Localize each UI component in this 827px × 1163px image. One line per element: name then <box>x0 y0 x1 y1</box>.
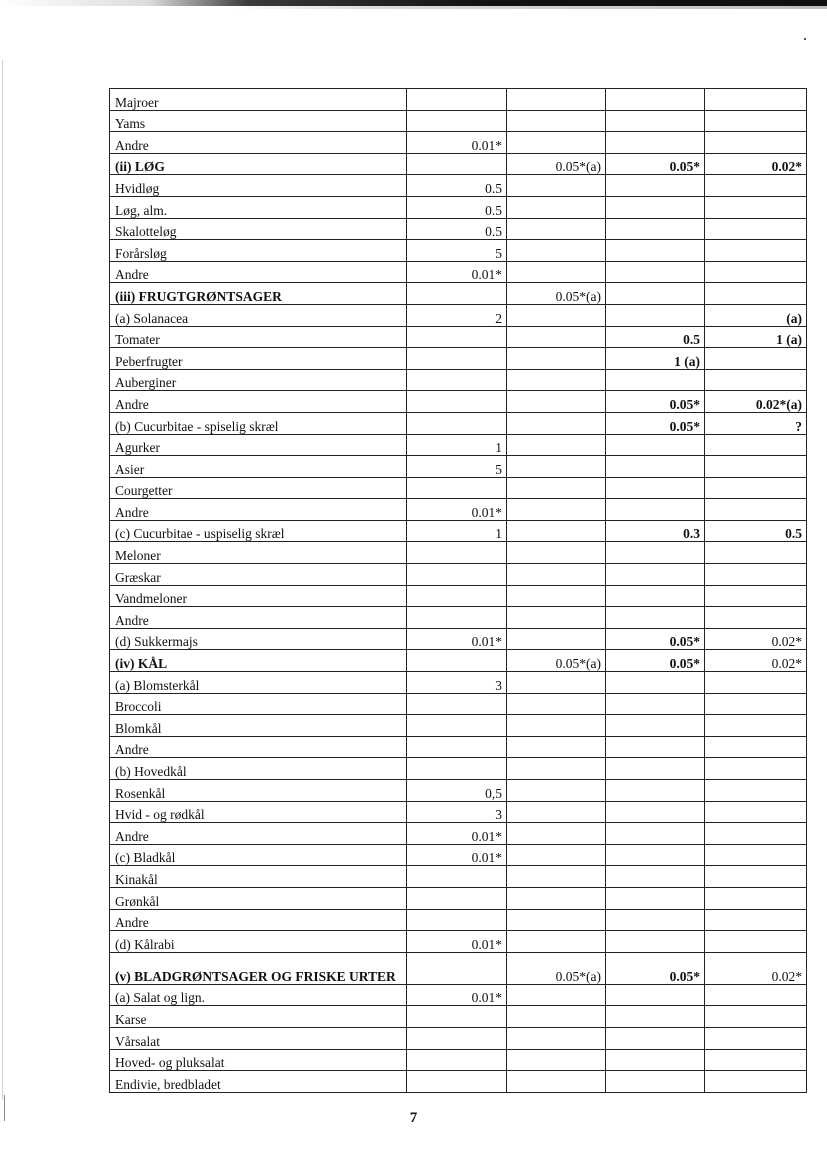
limit-value-cell-1 <box>407 585 507 607</box>
scan-margin-line <box>2 60 3 1100</box>
limit-value-cell-3 <box>606 984 705 1006</box>
limit-value-cell-2 <box>507 1071 606 1093</box>
limit-value-cell-1 <box>407 1049 507 1071</box>
limit-value-cell-3 <box>606 1006 705 1028</box>
limit-value-cell-4 <box>705 434 807 456</box>
limit-value-cell-1 <box>407 715 507 737</box>
limit-value-cell-1: 0.5 <box>407 196 507 218</box>
limit-value-cell-2 <box>507 412 606 434</box>
product-name-cell: Endivie, bredbladet <box>110 1071 407 1093</box>
limit-value-cell-1 <box>407 89 507 111</box>
limit-value-cell-2: 0.05*(a) <box>507 153 606 175</box>
limit-value-cell-2 <box>507 89 606 111</box>
limit-value-cell-1: 3 <box>407 672 507 694</box>
limit-value-cell-3 <box>606 844 705 866</box>
limit-value-cell-3 <box>606 672 705 694</box>
limit-value-cell-1 <box>407 542 507 564</box>
limit-value-cell-3 <box>606 89 705 111</box>
table-row <box>110 887 807 909</box>
limit-value-cell-4 <box>705 801 807 823</box>
limit-value-cell-3: 0.05* <box>606 391 705 413</box>
limit-value-cell-4 <box>705 369 807 391</box>
product-name-cell: Andre <box>110 391 407 413</box>
limit-value-cell-1: 5 <box>407 456 507 478</box>
product-name-cell: (b) Hovedkål <box>110 758 407 780</box>
table-row <box>110 736 807 758</box>
limit-value-cell-4 <box>705 1006 807 1028</box>
table-row <box>110 866 807 888</box>
table-group-row <box>110 283 807 305</box>
limit-value-cell-3 <box>606 132 705 154</box>
limit-value-cell-2 <box>507 175 606 197</box>
limit-value-cell-4 <box>705 887 807 909</box>
limit-value-cell-2 <box>507 218 606 240</box>
limit-value-cell-4 <box>705 758 807 780</box>
limit-value-cell-1 <box>407 887 507 909</box>
product-name-cell: (b) Cucurbitae - spiselig skræl <box>110 412 407 434</box>
table-row <box>110 196 807 218</box>
limit-value-cell-4 <box>705 110 807 132</box>
limit-value-cell-4 <box>705 1049 807 1071</box>
limit-value-cell-2 <box>507 542 606 564</box>
limit-value-cell-3: 0.05* <box>606 628 705 650</box>
product-name-cell: (ii) LØG <box>110 153 407 175</box>
limit-value-cell-3 <box>606 261 705 283</box>
limit-value-cell-1 <box>407 477 507 499</box>
limit-value-cell-4 <box>705 984 807 1006</box>
limit-value-cell-2 <box>507 866 606 888</box>
limit-value-cell-1 <box>407 1027 507 1049</box>
limit-value-cell-2 <box>507 1006 606 1028</box>
limit-value-cell-4: 0.02*(a) <box>705 391 807 413</box>
scan-speck <box>804 38 806 40</box>
product-name-cell: Andre <box>110 499 407 521</box>
table-row <box>110 261 807 283</box>
limit-value-cell-4 <box>705 261 807 283</box>
table-row <box>110 304 807 326</box>
table-row <box>110 412 807 434</box>
product-name-cell: Forårsløg <box>110 240 407 262</box>
limit-value-cell-2 <box>507 196 606 218</box>
limit-value-cell-2 <box>507 520 606 542</box>
table-row <box>110 758 807 780</box>
product-name-cell: (c) Bladkål <box>110 844 407 866</box>
table-row <box>110 240 807 262</box>
limit-value-cell-3 <box>606 1049 705 1071</box>
limit-value-cell-1: 5 <box>407 240 507 262</box>
limit-value-cell-1: 0.01* <box>407 844 507 866</box>
limit-value-cell-1 <box>407 412 507 434</box>
product-name-cell: Andre <box>110 607 407 629</box>
product-name-cell: (d) Kålrabi <box>110 931 407 953</box>
limit-value-cell-1 <box>407 1006 507 1028</box>
limit-value-cell-3 <box>606 304 705 326</box>
limit-value-cell-1: 0,5 <box>407 780 507 802</box>
limit-value-cell-1: 0.01* <box>407 823 507 845</box>
product-name-cell: Hoved- og pluksalat <box>110 1049 407 1071</box>
table-row <box>110 1006 807 1028</box>
limit-value-cell-3 <box>606 736 705 758</box>
product-name-cell: (iv) KÅL <box>110 650 407 672</box>
limit-value-cell-3 <box>606 931 705 953</box>
limit-value-cell-1: 0.5 <box>407 175 507 197</box>
table-row <box>110 931 807 953</box>
limit-value-cell-3 <box>606 887 705 909</box>
table-row <box>110 369 807 391</box>
limit-value-cell-2 <box>507 456 606 478</box>
product-name-cell: Andre <box>110 132 407 154</box>
scan-edge-fade <box>0 6 827 9</box>
limit-value-cell-1 <box>407 110 507 132</box>
limit-value-cell-3 <box>606 607 705 629</box>
table-row <box>110 607 807 629</box>
product-name-cell: Andre <box>110 261 407 283</box>
limit-value-cell-1: 0.01* <box>407 984 507 1006</box>
limit-value-cell-4 <box>705 693 807 715</box>
table-row <box>110 542 807 564</box>
limit-value-cell-2 <box>507 477 606 499</box>
limit-value-cell-3 <box>606 542 705 564</box>
limit-value-cell-2: 0.05*(a) <box>507 283 606 305</box>
limit-value-cell-4 <box>705 715 807 737</box>
product-name-cell: Majroer <box>110 89 407 111</box>
limit-value-cell-4 <box>705 218 807 240</box>
table-row <box>110 348 807 370</box>
product-name-cell: Hvid - og rødkål <box>110 801 407 823</box>
limit-value-cell-1: 1 <box>407 520 507 542</box>
product-name-cell: (d) Sukkermajs <box>110 628 407 650</box>
limit-value-cell-2 <box>507 391 606 413</box>
limit-value-cell-4 <box>705 283 807 305</box>
limit-value-cell-4 <box>705 585 807 607</box>
limit-value-cell-1 <box>407 909 507 931</box>
limit-value-cell-3 <box>606 715 705 737</box>
limit-value-cell-2 <box>507 434 606 456</box>
limit-value-cell-4 <box>705 348 807 370</box>
limit-value-cell-4 <box>705 477 807 499</box>
limit-value-cell-1: 2 <box>407 304 507 326</box>
limit-value-cell-3 <box>606 110 705 132</box>
limit-value-cell-3 <box>606 564 705 586</box>
limit-value-cell-4 <box>705 736 807 758</box>
product-name-cell: (v) BLADGRØNTSAGER OG FRISKE URTER <box>110 952 407 984</box>
product-name-cell: (iii) FRUGTGRØNTSAGER <box>110 283 407 305</box>
limit-value-cell-3: 0.05* <box>606 153 705 175</box>
limit-value-cell-2 <box>507 887 606 909</box>
table-row <box>110 693 807 715</box>
limit-value-cell-2 <box>507 240 606 262</box>
product-name-cell: Kinakål <box>110 866 407 888</box>
limit-value-cell-2 <box>507 585 606 607</box>
limit-value-cell-1 <box>407 607 507 629</box>
table-row <box>110 844 807 866</box>
limit-value-cell-4 <box>705 607 807 629</box>
limit-value-cell-2 <box>507 736 606 758</box>
limit-value-cell-2 <box>507 909 606 931</box>
limit-value-cell-4 <box>705 1071 807 1093</box>
table-row <box>110 520 807 542</box>
product-name-cell: Auberginer <box>110 369 407 391</box>
limit-value-cell-4 <box>705 1027 807 1049</box>
product-name-cell: Rosenkål <box>110 780 407 802</box>
limit-value-cell-2 <box>507 261 606 283</box>
product-name-cell: (a) Salat og lign. <box>110 984 407 1006</box>
limit-value-cell-1 <box>407 1071 507 1093</box>
limit-value-cell-3 <box>606 823 705 845</box>
limit-value-cell-2: 0.05*(a) <box>507 650 606 672</box>
limit-value-cell-2 <box>507 628 606 650</box>
table-row <box>110 175 807 197</box>
limit-value-cell-1 <box>407 866 507 888</box>
limit-value-cell-4: 0.5 <box>705 520 807 542</box>
product-name-cell: Agurker <box>110 434 407 456</box>
table-row <box>110 110 807 132</box>
table-group-row <box>110 153 807 175</box>
product-name-cell: Skalotteløg <box>110 218 407 240</box>
product-name-cell: Blomkål <box>110 715 407 737</box>
limit-value-cell-4 <box>705 564 807 586</box>
table-group-row <box>110 952 807 984</box>
limit-value-cell-1 <box>407 693 507 715</box>
limit-value-cell-2 <box>507 780 606 802</box>
limit-value-cell-1: 1 <box>407 434 507 456</box>
limit-value-cell-3 <box>606 585 705 607</box>
table-row <box>110 715 807 737</box>
limit-value-cell-3 <box>606 801 705 823</box>
limit-value-cell-4 <box>705 175 807 197</box>
limit-value-cell-2: 0.05*(a) <box>507 952 606 984</box>
table-row <box>110 823 807 845</box>
limit-value-cell-2 <box>507 823 606 845</box>
limit-value-cell-2 <box>507 1049 606 1071</box>
product-name-cell: Andre <box>110 909 407 931</box>
limit-value-cell-4 <box>705 672 807 694</box>
limit-value-cell-4 <box>705 780 807 802</box>
limit-value-cell-2 <box>507 132 606 154</box>
table-row <box>110 1071 807 1093</box>
product-name-cell: (a) Solanacea <box>110 304 407 326</box>
limit-value-cell-3 <box>606 1071 705 1093</box>
table-row <box>110 391 807 413</box>
limit-value-cell-2 <box>507 758 606 780</box>
limit-value-cell-2 <box>507 844 606 866</box>
limit-value-cell-1: 0.01* <box>407 628 507 650</box>
table-row <box>110 628 807 650</box>
limit-value-cell-1 <box>407 153 507 175</box>
table-row <box>110 1049 807 1071</box>
limit-value-cell-2 <box>507 931 606 953</box>
limit-value-cell-4 <box>705 456 807 478</box>
limit-value-cell-4 <box>705 931 807 953</box>
limit-value-cell-2 <box>507 369 606 391</box>
limit-value-cell-3 <box>606 1027 705 1049</box>
product-name-cell: Hvidløg <box>110 175 407 197</box>
product-name-cell: Karse <box>110 1006 407 1028</box>
limit-value-cell-4: 0.02* <box>705 628 807 650</box>
limit-value-cell-1: 3 <box>407 801 507 823</box>
limit-value-cell-2 <box>507 984 606 1006</box>
limit-value-cell-3: 0.05* <box>606 650 705 672</box>
product-name-cell: Vandmeloner <box>110 585 407 607</box>
limit-value-cell-2 <box>507 564 606 586</box>
limit-value-cell-1 <box>407 650 507 672</box>
limit-value-cell-3 <box>606 175 705 197</box>
limit-value-cell-1 <box>407 391 507 413</box>
limit-value-cell-3 <box>606 456 705 478</box>
limit-value-cell-3 <box>606 866 705 888</box>
table-row <box>110 1027 807 1049</box>
table-row <box>110 585 807 607</box>
limit-value-cell-4: 0.02* <box>705 952 807 984</box>
table-row <box>110 564 807 586</box>
limit-value-cell-1: 0.5 <box>407 218 507 240</box>
limit-value-cell-4: ? <box>705 412 807 434</box>
limit-value-cell-1 <box>407 758 507 780</box>
product-name-cell: Meloner <box>110 542 407 564</box>
limit-value-cell-3 <box>606 693 705 715</box>
limit-value-cell-1 <box>407 369 507 391</box>
table-row <box>110 132 807 154</box>
limit-value-cell-2 <box>507 304 606 326</box>
limit-value-cell-1 <box>407 736 507 758</box>
limit-value-cell-2 <box>507 693 606 715</box>
limit-value-cell-4 <box>705 240 807 262</box>
product-name-cell: Vårsalat <box>110 1027 407 1049</box>
product-name-cell: Courgetter <box>110 477 407 499</box>
limit-value-cell-2 <box>507 715 606 737</box>
table-row <box>110 326 807 348</box>
table-row <box>110 801 807 823</box>
limit-value-cell-3: 0.05* <box>606 952 705 984</box>
product-name-cell: Asier <box>110 456 407 478</box>
limit-value-cell-1: 0.01* <box>407 931 507 953</box>
table-row <box>110 984 807 1006</box>
limit-value-cell-3: 1 (a) <box>606 348 705 370</box>
limit-value-cell-3 <box>606 758 705 780</box>
limit-value-cell-3 <box>606 369 705 391</box>
product-name-cell: Græskar <box>110 564 407 586</box>
product-name-cell: Yams <box>110 110 407 132</box>
residue-limits-table <box>109 88 807 1093</box>
product-name-cell: Andre <box>110 736 407 758</box>
limit-value-cell-3 <box>606 196 705 218</box>
limit-value-cell-3 <box>606 499 705 521</box>
product-name-cell: Andre <box>110 823 407 845</box>
limit-value-cell-4 <box>705 866 807 888</box>
limit-value-cell-1 <box>407 283 507 305</box>
limit-value-cell-3 <box>606 434 705 456</box>
limit-value-cell-2 <box>507 672 606 694</box>
limit-value-cell-3: 0.5 <box>606 326 705 348</box>
limit-value-cell-3 <box>606 240 705 262</box>
limit-value-cell-2 <box>507 348 606 370</box>
table-row <box>110 218 807 240</box>
limit-value-cell-1 <box>407 564 507 586</box>
limit-value-cell-2 <box>507 1027 606 1049</box>
limit-value-cell-3: 0.3 <box>606 520 705 542</box>
limit-value-cell-4: 0.02* <box>705 153 807 175</box>
limit-value-cell-3 <box>606 218 705 240</box>
limit-value-cell-1: 0.01* <box>407 499 507 521</box>
limit-value-cell-4 <box>705 132 807 154</box>
table-body <box>110 89 807 1093</box>
product-name-cell: Tomater <box>110 326 407 348</box>
limit-value-cell-4: (a) <box>705 304 807 326</box>
limit-value-cell-1 <box>407 348 507 370</box>
product-name-cell: (a) Blomsterkål <box>110 672 407 694</box>
table-row <box>110 909 807 931</box>
limit-value-cell-2 <box>507 326 606 348</box>
limit-value-cell-4 <box>705 909 807 931</box>
limit-value-cell-3 <box>606 283 705 305</box>
limit-value-cell-2 <box>507 110 606 132</box>
limit-value-cell-4 <box>705 823 807 845</box>
limit-value-cell-2 <box>507 801 606 823</box>
table-row <box>110 477 807 499</box>
limit-value-cell-4 <box>705 499 807 521</box>
page-number: 7 <box>409 1110 418 1126</box>
limit-value-cell-1 <box>407 326 507 348</box>
limit-value-cell-3: 0.05* <box>606 412 705 434</box>
limit-value-cell-3 <box>606 477 705 499</box>
table-row <box>110 780 807 802</box>
limit-value-cell-4: 0.02* <box>705 650 807 672</box>
limit-value-cell-1: 0.01* <box>407 132 507 154</box>
product-name-cell: Peberfrugter <box>110 348 407 370</box>
limit-value-cell-2 <box>507 607 606 629</box>
table-row <box>110 456 807 478</box>
limit-value-cell-2 <box>507 499 606 521</box>
table-row <box>110 89 807 111</box>
product-name-cell: (c) Cucurbitae - uspiselig skræl <box>110 520 407 542</box>
limit-value-cell-4 <box>705 196 807 218</box>
product-name-cell: Grønkål <box>110 887 407 909</box>
product-name-cell: Broccoli <box>110 693 407 715</box>
table-row <box>110 434 807 456</box>
limit-value-cell-1: 0.01* <box>407 261 507 283</box>
product-name-cell: Løg, alm. <box>110 196 407 218</box>
limit-value-cell-4 <box>705 89 807 111</box>
limit-value-cell-4: 1 (a) <box>705 326 807 348</box>
limit-value-cell-3 <box>606 780 705 802</box>
limit-value-cell-3 <box>606 909 705 931</box>
limit-value-cell-4 <box>705 542 807 564</box>
table-row <box>110 499 807 521</box>
limit-value-cell-4 <box>705 844 807 866</box>
table-group-row <box>110 650 807 672</box>
table-row <box>110 672 807 694</box>
limit-value-cell-1 <box>407 952 507 984</box>
